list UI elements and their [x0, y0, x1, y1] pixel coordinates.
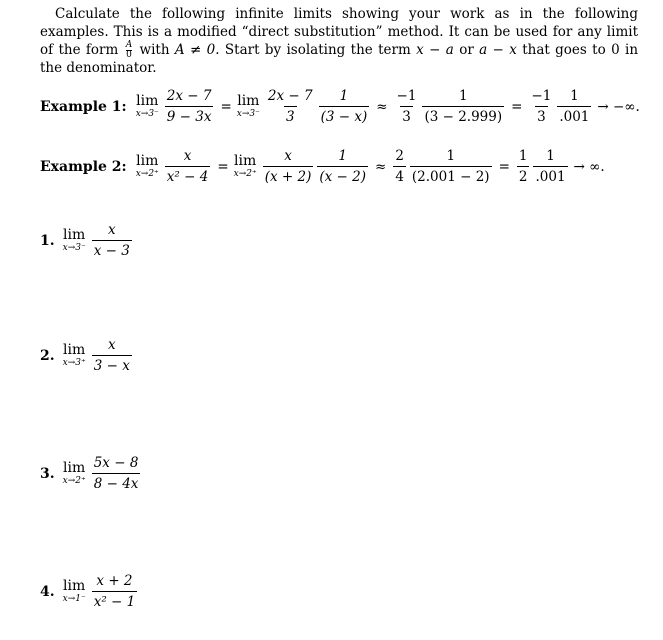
- fraction: [529, 88, 553, 125]
- denominator: x − 3: [92, 240, 132, 259]
- equals-sign: =: [498, 158, 510, 175]
- fraction: [533, 148, 567, 185]
- term-a-minus-x: a − x: [479, 42, 517, 58]
- instructions-paragraph: [40, 6, 638, 78]
- fraction: [263, 148, 314, 185]
- limit-subscript: x→3⁺: [62, 358, 86, 368]
- denominator: 8 − 4x: [92, 473, 141, 492]
- fraction: [393, 148, 406, 185]
- limit-subscript: x→3⁻: [236, 109, 260, 119]
- form-denominator: 0: [126, 50, 132, 60]
- numerator: 2: [395, 148, 404, 164]
- form-numerator: A: [125, 40, 133, 50]
- equals-sign: =: [220, 98, 232, 115]
- lim-word: lim: [63, 460, 86, 476]
- limit-operator: [63, 579, 86, 604]
- limit-operator: [63, 343, 86, 368]
- numerator: 1: [339, 88, 349, 104]
- numerator: x: [107, 222, 116, 238]
- fraction: [319, 88, 370, 125]
- limit-operator: [136, 94, 159, 119]
- fraction: [422, 88, 504, 125]
- or-text: or: [459, 42, 474, 58]
- numerator: x: [107, 337, 116, 353]
- fraction: [92, 573, 138, 610]
- instructions-text-1: Calculate the following infinite limits showing your work as in the following examples. This is a modified “direct substitution” method. It can be used for any limit of the form: [40, 6, 638, 58]
- limit-subscript: x→2⁺: [233, 169, 257, 179]
- limit-operator: [234, 154, 257, 179]
- denominator: 9 − 3x: [165, 106, 214, 125]
- form-fraction: [126, 41, 133, 60]
- problem-4: [40, 573, 139, 610]
- equals-sign: =: [511, 98, 523, 115]
- numerator: 1: [458, 88, 468, 104]
- limit-subscript: x→1⁻: [62, 594, 86, 604]
- lim-word: lim: [237, 93, 260, 109]
- lim-word: lim: [136, 153, 159, 169]
- limit-operator: [136, 154, 159, 179]
- instructions-text-4: that goes to 0 in the denominator.: [40, 42, 639, 76]
- denominator: (3 − x): [319, 106, 370, 125]
- lim-word: lim: [234, 153, 257, 169]
- problem-number: 3.: [40, 465, 55, 482]
- approx-sign: ≈: [375, 158, 387, 175]
- result-arrow: → −∞.: [597, 98, 640, 115]
- denominator: 3: [284, 106, 297, 125]
- problem-number: 2.: [40, 347, 55, 364]
- numerator: 1: [338, 148, 347, 164]
- denominator: .001: [533, 166, 567, 185]
- denominator: (x + 2): [263, 166, 314, 185]
- fraction: [410, 148, 492, 185]
- limit-subscript: x→3⁻: [135, 109, 159, 119]
- example-1: [40, 88, 640, 125]
- denominator: x² − 4: [165, 166, 211, 185]
- denominator: (3 − 2.999): [422, 106, 504, 125]
- approx-sign: ≈: [376, 98, 388, 115]
- denominator: 2: [517, 166, 530, 185]
- numerator: 1: [518, 148, 528, 164]
- instructions-text-3: Start by isolating the term: [224, 42, 411, 58]
- numerator: −1: [531, 88, 552, 104]
- numerator: −1: [396, 88, 417, 104]
- numerator: 1: [546, 148, 555, 164]
- lim-word: lim: [63, 578, 86, 594]
- denominator: x² − 1: [92, 591, 138, 610]
- fraction: [165, 148, 211, 185]
- fraction: [165, 88, 214, 125]
- fraction: [92, 455, 141, 492]
- denominator: (x − 2): [317, 166, 368, 185]
- lim-word: lim: [63, 227, 86, 243]
- numerator: x: [183, 148, 192, 164]
- lim-word: lim: [63, 342, 86, 358]
- fraction: [557, 88, 591, 125]
- denominator: 4: [393, 166, 406, 185]
- condition: A ≠ 0.: [174, 42, 220, 58]
- instructions-text-2: with: [139, 42, 170, 58]
- example-2-label: Example 2:: [40, 158, 127, 175]
- equals-sign: =: [217, 158, 229, 175]
- problem-1: [40, 222, 134, 259]
- result-arrow: → ∞.: [573, 158, 605, 175]
- problem-3: [40, 455, 142, 492]
- numerator: 2x − 7: [166, 88, 212, 104]
- limit-subscript: x→2⁺: [135, 169, 159, 179]
- numerator: 2x − 7: [267, 88, 313, 104]
- numerator: x: [284, 148, 292, 164]
- denominator: 3 − x: [92, 355, 132, 374]
- limit-subscript: x→3⁻: [62, 243, 86, 253]
- fraction: [266, 88, 315, 125]
- fraction: [92, 337, 132, 374]
- limit-operator: [63, 461, 86, 486]
- fraction: [92, 222, 132, 259]
- problem-2: [40, 337, 134, 374]
- denominator: 3: [400, 106, 413, 125]
- term-x-minus-a: x − a: [416, 42, 454, 58]
- problem-number: 4.: [40, 583, 55, 600]
- numerator: 1: [570, 88, 579, 104]
- example-2: [40, 148, 605, 185]
- numerator: 5x − 8: [93, 455, 139, 471]
- limit-subscript: x→2⁺: [62, 476, 86, 486]
- numerator: x + 2: [96, 573, 133, 589]
- denominator: 3: [535, 106, 548, 125]
- denominator: (2.001 − 2): [410, 166, 492, 185]
- fraction: [395, 88, 419, 125]
- fraction: [517, 148, 530, 185]
- limit-operator: [63, 228, 86, 253]
- numerator: 1: [446, 148, 456, 164]
- denominator: .001: [557, 106, 591, 125]
- example-1-label: Example 1:: [40, 98, 127, 115]
- fraction: [317, 148, 368, 185]
- limit-operator: [237, 94, 260, 119]
- lim-word: lim: [136, 93, 159, 109]
- problem-number: 1.: [40, 232, 55, 249]
